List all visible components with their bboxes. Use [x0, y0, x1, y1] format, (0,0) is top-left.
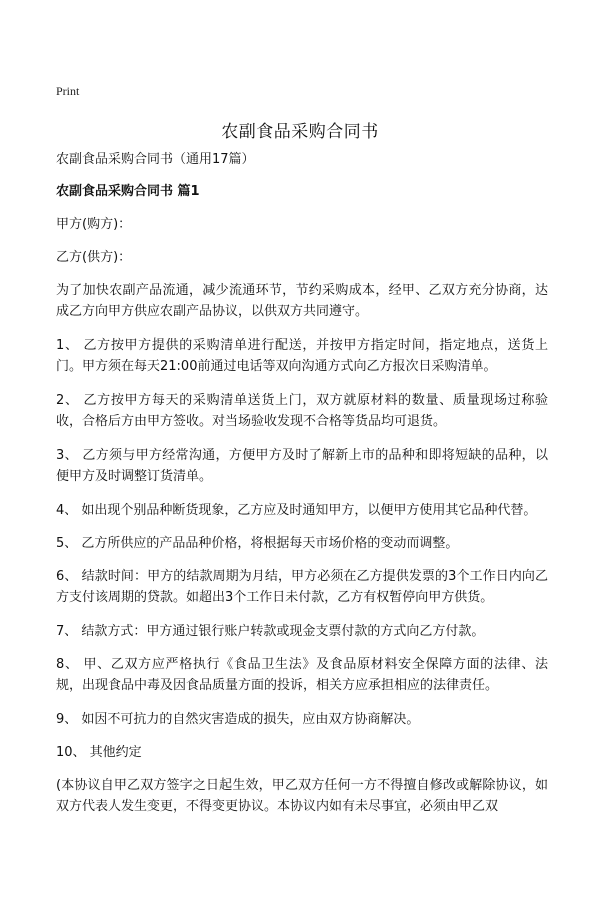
party-b-line: 乙方(供方)： [56, 250, 132, 265]
clause-2: 2、 乙方按甲方每天的采购清单送货上门，双方就原材料的数量、质量现场过称验收，合格后方由甲方签收。对当场验收发现不合格等货品均可退货。 [56, 393, 548, 429]
section-heading: 农副食品采购合同书 篇1 [56, 184, 200, 199]
document-body [56, 150, 548, 830]
clause-7: 7、 结款方式：甲方通过银行账户转款或现金支票付款的方式向乙方付款。 [56, 624, 485, 639]
page-title: 农副食品采购合同书 [221, 122, 379, 142]
clause-final: (本协议自甲乙双方签字之日起生效，甲乙双方任何一方不得擅自修改或解除协议，如双方代表人发生变更，不得变更协议。本协议内如有未尽事宜，必须由甲乙双 [56, 778, 548, 814]
party-a-line: 甲方(购方)： [56, 217, 132, 232]
clause-10: 10、 其他约定 [56, 745, 142, 760]
intro-paragraph: 为了加快农副产品流通，减少流通环节，节约采购成本，经甲、乙双方充分协商，达成乙方向甲方供应农副产品协议，以供双方共同遵守。 [56, 283, 548, 319]
clause-6: 6、 结款时间：甲方的结款周期为月结，甲方必须在乙方提供发票的3个工作日内向乙方支付该周期的贷款。如超出3个工作日未付款，乙方有权暂停向甲方供货。 [56, 569, 548, 605]
subtitle: 农副食品采购合同书（通用17篇） [56, 152, 255, 167]
clause-1: 1、 乙方按甲方提供的采购清单进行配送，并按甲方指定时间，指定地点，送货上门。甲方须在每天21:00前通过电话等双向沟通方式向乙方报次日采购清单。 [56, 338, 548, 374]
print-label[interactable]: Print [56, 84, 80, 98]
clause-5: 5、 乙方所供应的产品品种价格，将根据每天市场价格的变动而调整。 [56, 536, 459, 551]
clause-4: 4、 如出现个别品种断货现象，乙方应及时通知甲方，以便甲方使用其它品种代替。 [56, 503, 537, 518]
clause-9: 9、 如因不可抗力的自然灾害造成的损失，应由双方协商解决。 [56, 712, 420, 727]
clause-3: 3、 乙方须与甲方经常沟通，方便甲方及时了解新上市的品种和即将短缺的品种，以便甲方及时调整订货清单。 [56, 448, 548, 484]
clause-8: 8、 甲、乙双方应严格执行《食品卫生法》及食品原材料安全保障方面的法律、法规，出现食品中毒及因食品质量方面的投诉，相关方应承担相应的法律责任。 [56, 657, 548, 693]
